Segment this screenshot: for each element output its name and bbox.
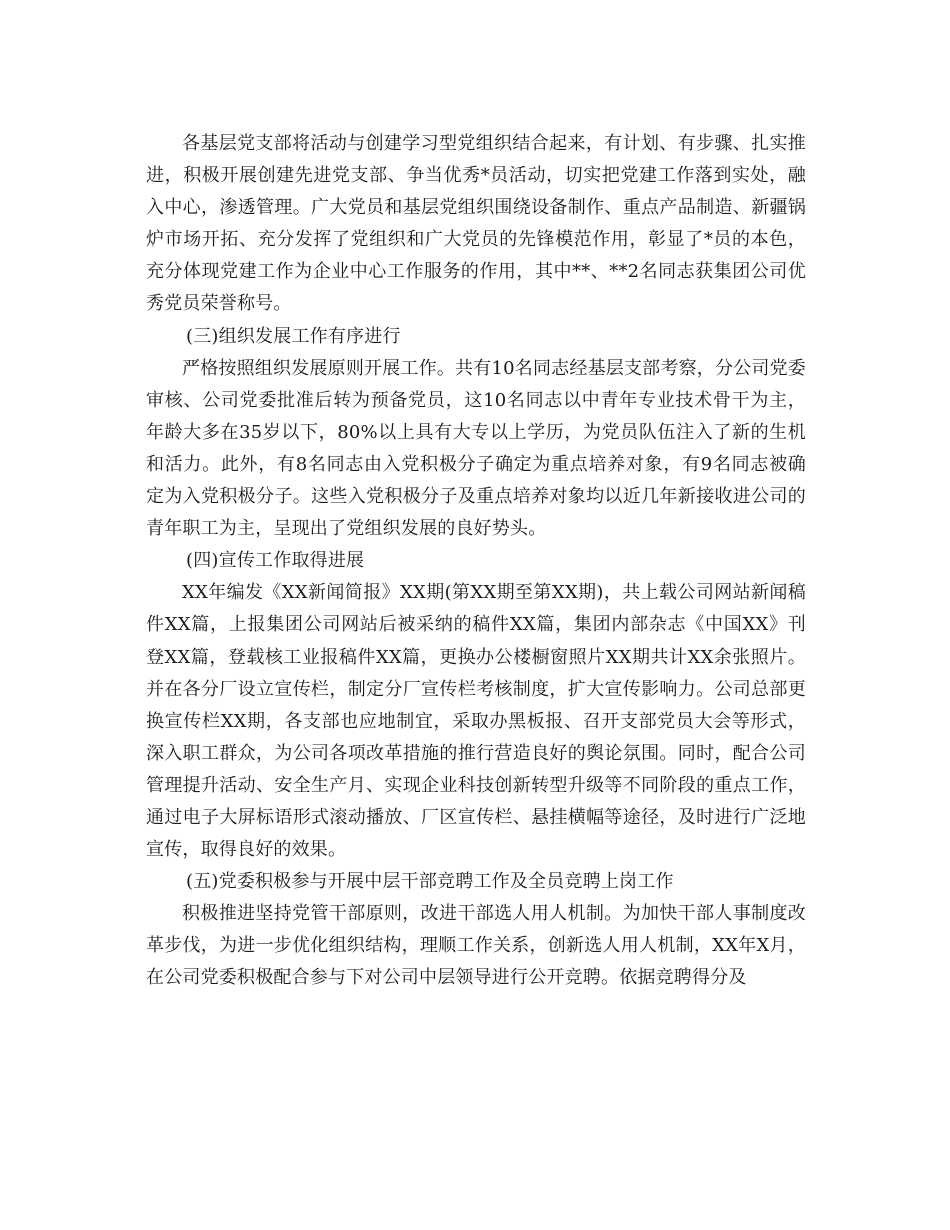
section-heading-publicity-work: (四)宣传工作取得进展 — [186, 550, 365, 572]
paragraph-publicity-work: XX年编发《XX新闻简报》XX期(第XX期至第XX期)，共上载公司网站新闻稿件XX篇，上报集团公司网站后被采纳的稿件XX篇，集团内部杂志《中国XX》刊登XX篇，登载核工业报稿件XX篇，更换办公楼橱窗照片XX期共计XX余张照片。并在各分厂设立宣传栏，制定分厂宣传栏考核制度，扩大宣传影响力。公司总部更换宣传栏XX期，各支部也应地制宜，采取办黑板报、召开支部党员大会等形式，深入职工群众，为公司各项改革措施的推行营造良好的舆论氛围。同时，配合公司管理提升活动、安全生产月、实现企业科技创新转型升级等不同阶段的重点工作，通过电子大屏标语形式滚动播放、厂区宣传栏、悬挂横幅等途径，及时进行广泛地宣传，取得良好的效果。 — [146, 582, 806, 861]
paragraph-party-branch-activities: 各基层党支部将活动与创建学习型党组织结合起来，有计划、有步骤、扎实推进，积极开展创建先进党支部、争当优秀*员活动，切实把党建工作落到实处，融入中心，渗透管理。广大党员和基层党组织围绕设备制作、重点产品制造、新疆锅炉市场开拓、充分发挥了党组织和广大党员的先锋模范作用，彰显了*员的本色，充分体现党建工作为企业中心工作服务的作用，其中**、**2名同志获集团公司优秀党员荣誉称号。 — [146, 133, 806, 315]
section-heading-cadre-competition: (五)党委积极参与开展中层干部竞聘工作及全员竞聘上岗工作 — [186, 871, 674, 893]
paragraph-organization-development: 严格按照组织发展原则开展工作。共有10名同志经基层支部考察，分公司党委审核、公司党委批准后转为预备党员，这10名同志以中青年专业技术骨干为主，年龄大多在35岁以下，80%以上具有大专以上学历，为党员队伍注入了新的生机和活力。此外，有8名同志由入党积极分子确定为重点培养对象，有9名同志被确定为入党积极分子。这些入党积极分子及重点培养对象均以近几年新接收进公司的青年职工为主，呈现出了党组织发展的良好势头。 — [146, 357, 806, 540]
section-heading-organization-development: (三)组织发展工作有序进行 — [186, 325, 401, 347]
document-body — [146, 128, 806, 995]
paragraph-cadre-competition: 积极推进坚持党管干部原则，改进干部选人用人机制。为加快干部人事制度改革步伐，为进一步优化组织结构，理顺工作关系，创新选人用人机制，XX年X月，在公司党委积极配合参与下对公司中层领导进行公开竞聘。依据竞聘得分及 — [146, 903, 806, 989]
